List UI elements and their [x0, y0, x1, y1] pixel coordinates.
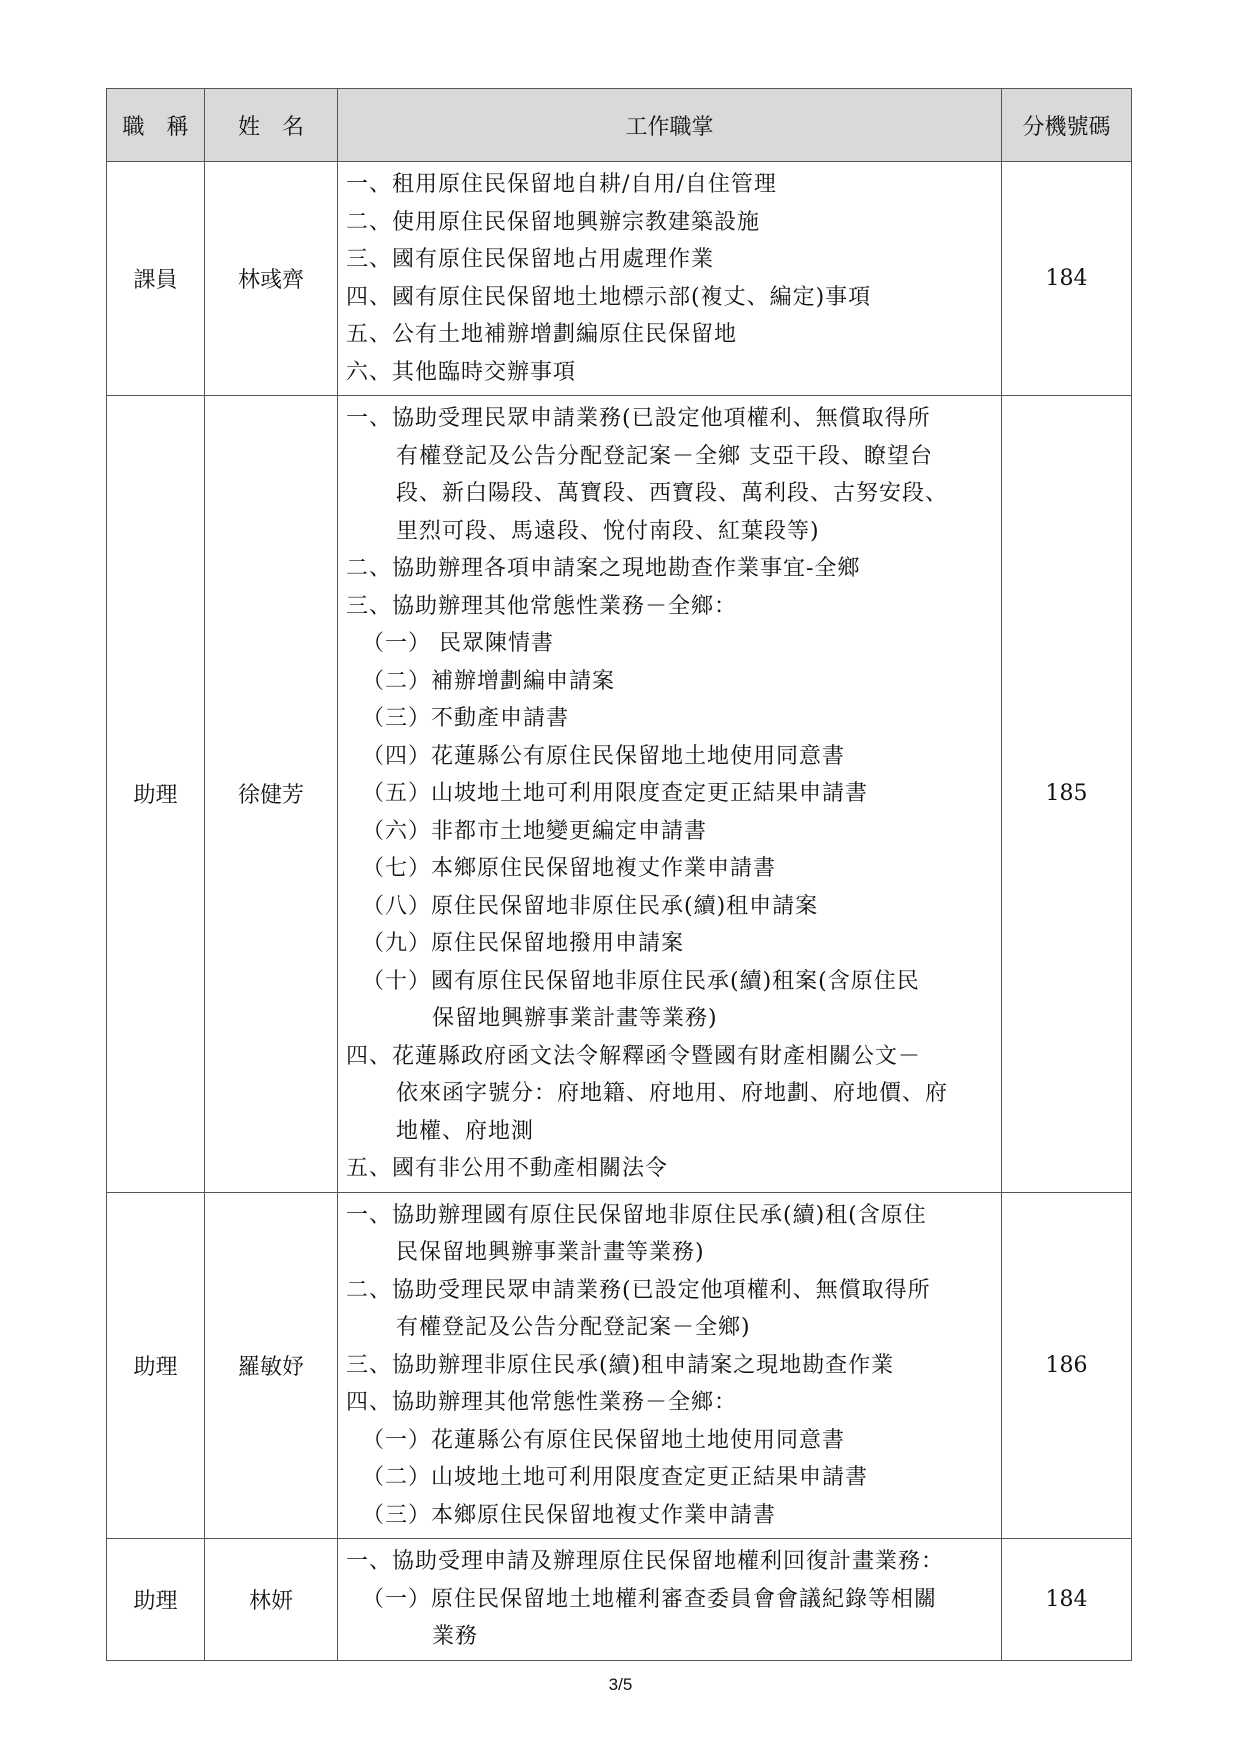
duty-line: （二）山坡地土地可利用限度查定更正結果申請書 [362, 1465, 869, 1490]
header-name: 姓 名 [205, 89, 338, 162]
header-ext: 分機號碼 [1002, 89, 1132, 162]
row-name: 林彧齊 [205, 162, 338, 396]
duty-line: 四、國有原住民保留地土地標示部(複丈、編定)事項 [346, 284, 872, 310]
duty-line: 三、國有原住民保留地占用處理作業 [346, 247, 715, 272]
row-ext: 184 [1002, 162, 1132, 396]
page-number: 3/5 [608, 1675, 633, 1694]
duty-line: （九）原住民保留地撥用申請案 [362, 931, 685, 956]
row-ext: 184 [1002, 1539, 1132, 1661]
duty-line: 依來函字號分：府地籍、府地用、府地劃、府地價、府 [396, 1081, 949, 1106]
duties-table [106, 88, 1132, 1661]
row-duties [338, 162, 1002, 396]
row-duties [338, 1192, 1002, 1539]
row-title: 助理 [107, 1192, 205, 1539]
duty-line: 二、協助受理民眾申請業務(已設定他項權利、無償取得所 [346, 1277, 931, 1303]
duty-line: （三）本鄉原住民保留地複丈作業申請書 [362, 1502, 777, 1528]
duty-line: 一、租用原住民保留地自耕/自用/自住管理 [346, 172, 777, 197]
table-row [107, 162, 1132, 396]
duty-line: 保留地興辦事業計畫等業務) [432, 1006, 718, 1031]
duty-line: 三、協助辦理其他常態性業務－全鄉： [346, 593, 738, 619]
duty-line: （七）本鄉原住民保留地複丈作業申請書 [362, 856, 777, 881]
duty-line: 一、協助受理民眾申請業務(已設定他項權利、無償取得所 [346, 406, 931, 431]
table-row [107, 1539, 1132, 1661]
duty-line: （十）國有原住民保留地非原住民承(續)租案(含原住民 [362, 968, 920, 994]
row-title: 助理 [107, 1539, 205, 1661]
duty-line: 四、花蓮縣政府函文法令解釋函令暨國有財產相關公文－ [346, 1043, 922, 1069]
row-duties [338, 396, 1002, 1193]
duty-line: 段、新白陽段、萬寶段、西寶段、萬利段、古努安段、 [396, 481, 949, 506]
duty-line: 業務 [432, 1624, 479, 1649]
duty-line: 有權登記及公告分配登記案－全鄉 支亞干段、瞭望台 [396, 443, 933, 469]
table-row [107, 1192, 1132, 1539]
duty-line: 六、其他臨時交辦事項 [346, 359, 577, 385]
duty-line: 里烈可段、馬遠段、悅付南段、紅葉段等) [396, 518, 820, 544]
duty-line: 二、協助辦理各項申請案之現地勘查作業事宜-全鄉 [346, 556, 861, 581]
duty-line: 一、協助辦理國有原住民保留地非原住民承(續)租(含原住 [346, 1202, 927, 1228]
duty-line: （六）非都市土地變更編定申請書 [362, 818, 708, 844]
duty-line: （三）不動產申請書 [362, 706, 570, 731]
header-title: 職 稱 [107, 89, 205, 162]
table-header-row [107, 89, 1132, 162]
row-name: 徐健芳 [205, 396, 338, 1193]
duty-line: 有權登記及公告分配登記案－全鄉) [396, 1315, 751, 1340]
duty-line: 五、國有非公用不動產相關法令 [346, 1156, 669, 1181]
row-title: 助理 [107, 396, 205, 1193]
table-row [107, 396, 1132, 1193]
duty-line: （二）補辦增劃編申請案 [362, 668, 616, 694]
duty-line: （一）原住民保留地土地權利審查委員會會議紀錄等相關 [362, 1586, 938, 1612]
row-ext: 186 [1002, 1192, 1132, 1539]
row-name: 林妍 [205, 1539, 338, 1661]
duty-line: 四、協助辦理其他常態性業務－全鄉： [346, 1390, 738, 1415]
duty-line: （四）花蓮縣公有原住民保留地土地使用同意書 [362, 743, 846, 769]
duty-line: 民保留地興辦事業計畫等業務) [396, 1240, 705, 1265]
duty-line: （一）花蓮縣公有原住民保留地土地使用同意書 [362, 1427, 846, 1453]
duty-line: （一） 民眾陳情書 [362, 631, 554, 656]
duty-line: （八）原住民保留地非原住民承(續)租申請案 [362, 893, 819, 919]
row-name: 羅敏妤 [205, 1192, 338, 1539]
duty-line: （五）山坡地土地可利用限度查定更正結果申請書 [362, 781, 869, 806]
duty-line: 三、協助辦理非原住民承(續)租申請案之現地勘查作業 [346, 1352, 895, 1378]
duty-line: 五、公有土地補辦增劃編原住民保留地 [346, 322, 738, 347]
row-title: 課員 [107, 162, 205, 396]
duty-line: 二、使用原住民保留地興辦宗教建築設施 [346, 209, 761, 235]
header-duties: 工作職掌 [338, 89, 1002, 162]
row-ext: 185 [1002, 396, 1132, 1193]
row-duties [338, 1539, 1002, 1661]
duty-line: 一、協助受理申請及辦理原住民保留地權利回復計畫業務： [346, 1549, 945, 1574]
duty-line: 地權、府地測 [396, 1118, 535, 1144]
